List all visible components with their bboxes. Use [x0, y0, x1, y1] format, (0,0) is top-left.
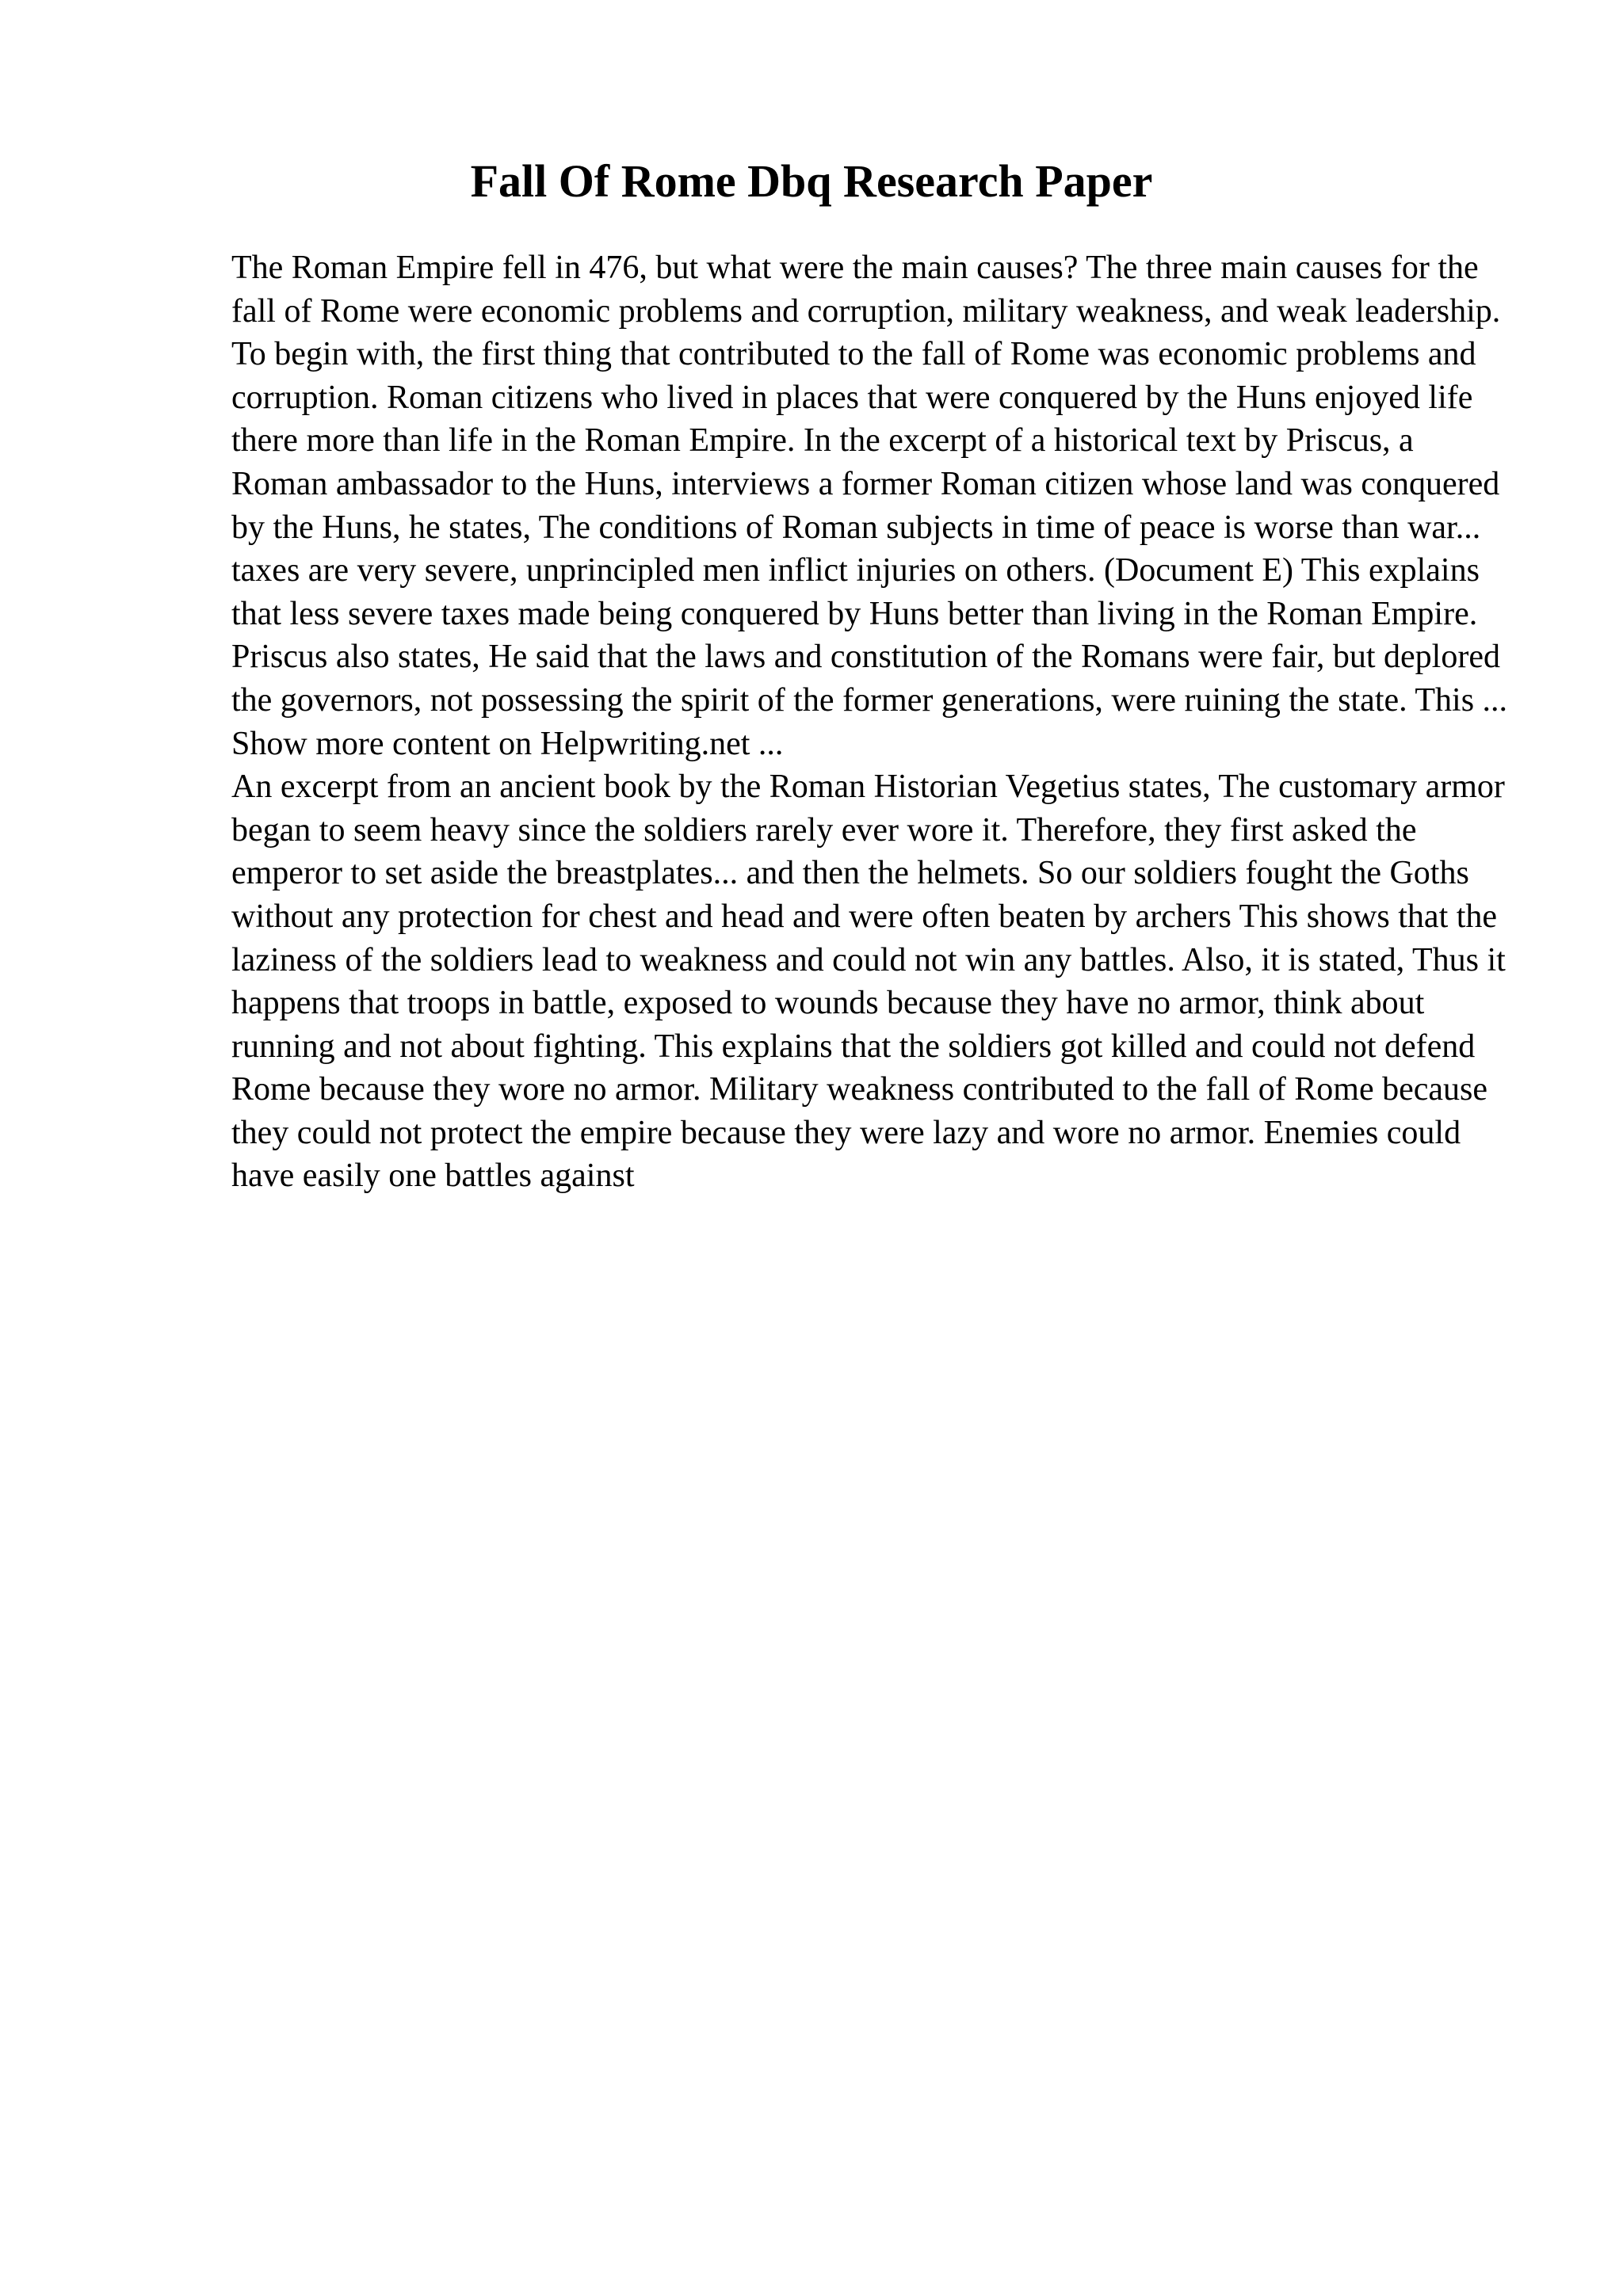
paragraph-economic: To begin with, the first thing that contributed to the fall of Rome was economic problems and corruption. Roman citizens who lived in places that were conquered by the Huns enjoyed life there more than life in the Roman Empire. In the excerpt of a historical text by Priscus, a Roman ambassador to the Huns, interviews a former Roman citizen whose land was conquered by the Huns, he states, The conditions of Roman subjects in time of peace is worse than war... taxes are very severe, unprincipled men inflict injuries on others. (Document E) This explains that less severe taxes made being conquered by Huns better than living in the Roman Empire. Priscus also states, He said that the laws and constitution of the Romans were fair, but deplored the governors, not possessing the spirit of the former generations, were ruining the state. This ... Show more content on Helpwriting.net ...	[231, 336, 1508, 762]
paragraph-intro: The Roman Empire fell in 476, but what were the main causes? The three main causes for the fall of Rome were economic problems and corruption, military weakness, and weak leadership.	[231, 250, 1501, 330]
document-title: Fall Of Rome Dbq Research Paper	[470, 155, 1153, 207]
document-body	[231, 246, 1515, 1198]
paragraph-military: An excerpt from an ancient book by the Roman Historian Vegetius states, The customary armor began to seem heavy since the soldiers rarely ever wore it. Therefore, they first asked the emperor to set aside the breastplates... and then the helmets. So our soldiers fought the Goths without any protection for chest and head and were often beaten by archers This shows that the laziness of the soldiers lead to weakness and could not win any battles. Also, it is stated, Thus it happens that troops in battle, exposed to wounds because they have no armor, think about running and not about fighting. This explains that the soldiers got killed and could not defend Rome because they wore no armor. Military weakness contributed to the fall of Rome because they could not protect the empire because they were lazy and wore no armor. Enemies could have easily one battles against	[231, 769, 1506, 1195]
